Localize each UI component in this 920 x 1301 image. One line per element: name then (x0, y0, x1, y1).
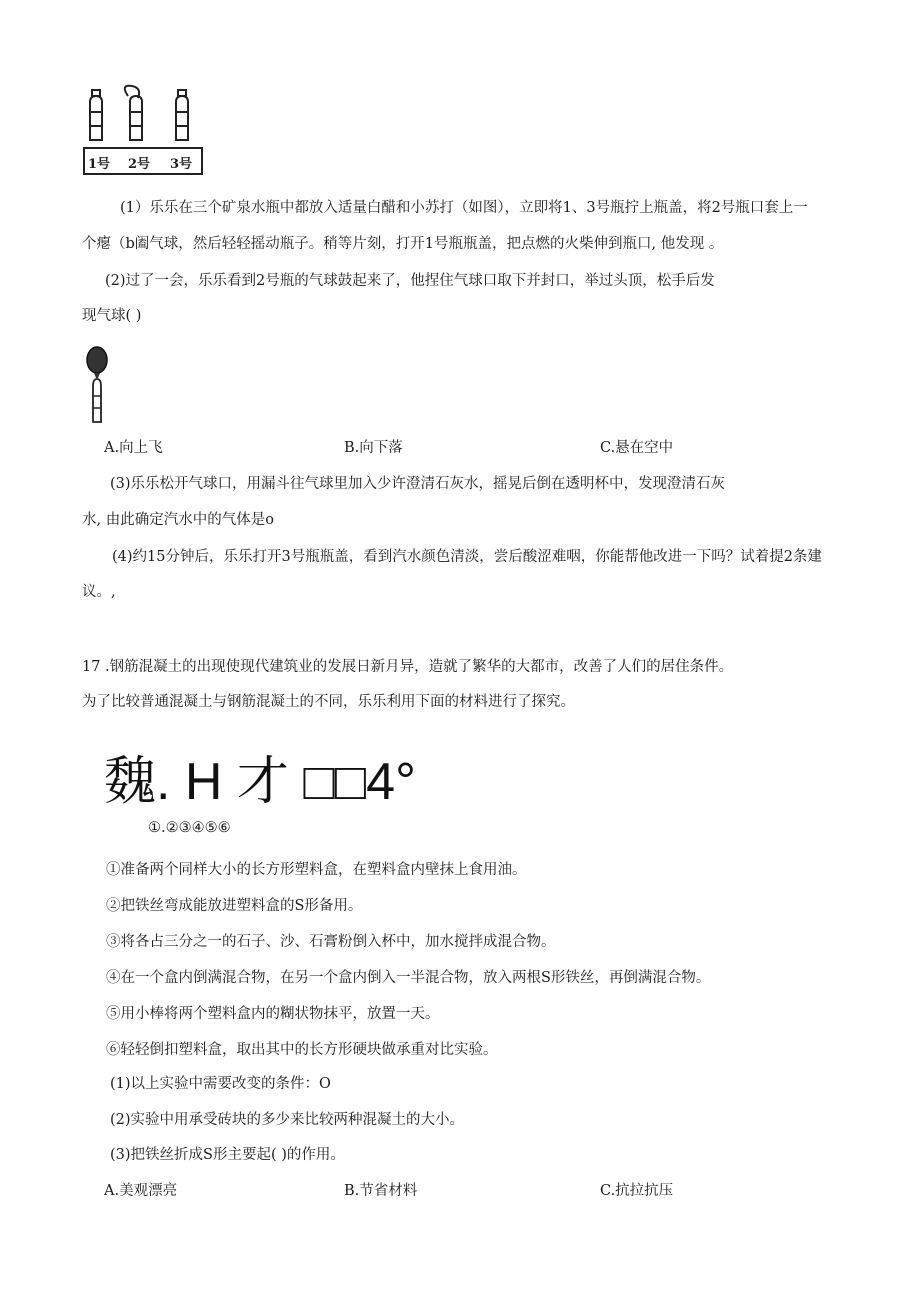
q17-option-b: B.节省材料 (344, 1183, 418, 1199)
q17-sub-question-2: (2)实验中用承受砖块的多少来比较两种混凝土的大小。 (110, 1112, 465, 1128)
q16-part3-line1: (3)乐乐松开气球口，用漏斗往气球里加入少许澄清石灰水，摇晃后倒在透明杯中，发现澄清石灰 (110, 476, 726, 492)
q17-step-1: ①准备两个同样大小的长方形塑料盒，在塑料盒内壁抹上食用油。 (106, 862, 527, 878)
q17-option-c: C.抗拉抗压 (600, 1183, 674, 1199)
q17-step-4: ④在一个盒内倒满混合物，在另一个盒内倒入一半混合物，放入两根S形铁丝，再倒满混合物。 (106, 970, 711, 986)
q16-part3-line2: 水, 由此确定汽水中的气体是o (82, 512, 274, 528)
q16-option-a: A.向上飞 (104, 440, 163, 456)
bottle-label-1: 1号 (88, 157, 111, 172)
bottle-label-2: 2号 (128, 157, 151, 172)
q16-option-b: B.向下落 (344, 440, 403, 456)
q17-step-2: ②把铁丝弯成能放进塑料盒的S形备用。 (106, 898, 363, 914)
q17-intro-line2: 为了比较普通混凝土与钢筋混凝土的不同，乐乐利用下面的材料进行了探究。 (82, 694, 575, 710)
q17-option-a: A.美观漂亮 (104, 1183, 178, 1199)
q17-sub-question-3: (3)把铁丝折成S形主要起( )的作用。 (110, 1147, 345, 1163)
bottle-1-icon (90, 90, 102, 140)
q17-materials-figure: 魏. H 才 □□4° (104, 753, 416, 811)
bottle-label-3: 3号 (170, 157, 193, 172)
q16-part1-line1: (1）乐乐在三个矿泉水瓶中都放入适量白醋和小苏打（如图），立即将1、3号瓶拧上瓶盖，将2号瓶口套上一 (120, 200, 808, 216)
q17-intro-line1: 17 .钢筋混凝土的出现使现代建筑业的发展日新月异，造就了繁华的大都市，改善了人们的居住条件。 (82, 659, 734, 675)
q17-sub-question-1: (1)以上实验中需要改变的条件：O (110, 1076, 331, 1092)
q16-option-c: C.悬在空中 (600, 440, 674, 456)
q17-step-5: ⑤用小棒将两个塑料盒内的糊状物抹平，放置一天。 (106, 1006, 440, 1022)
q16-part4-line1: (4)约15分钟后，乐乐打开3号瓶瓶盖，看到汽水颜色清淡，尝后酸涩难咽，你能帮他改进一下吗？试着提2条建 (112, 549, 822, 565)
q16-part1-line2: 个瘪（b阖气球，然后轻轻摇动瓶子。稍等片刻，打开1号瓶瓶盖，把点燃的火柴伸到瓶口, 他发现 。 (82, 236, 724, 252)
bottle-3-icon (176, 90, 188, 140)
balloon-bottle-icon (84, 346, 110, 426)
q16-part2-line2: 现气球( ) (82, 308, 142, 324)
q16-part4-line2: 议。, (82, 584, 116, 600)
q16-part2-line1: (2)过了一会，乐乐看到2号瓶的气球鼓起来了，他捏住气球口取下并封口，举过头顶，松手后发 (105, 273, 715, 289)
q17-materials-caption: ①.②③④⑤⑥ (148, 820, 231, 836)
bottle-2-balloon-icon (125, 86, 142, 140)
balloon-bottle-figure (84, 346, 110, 426)
q17-step-6: ⑥轻轻倒扣塑料盒，取出其中的长方形硬块做承重对比实验。 (106, 1042, 498, 1058)
q17-step-3: ③将各占三分之一的石子、沙、石膏粉倒入杯中，加水搅拌成混合物。 (106, 934, 556, 950)
bottles-figure (82, 82, 206, 178)
